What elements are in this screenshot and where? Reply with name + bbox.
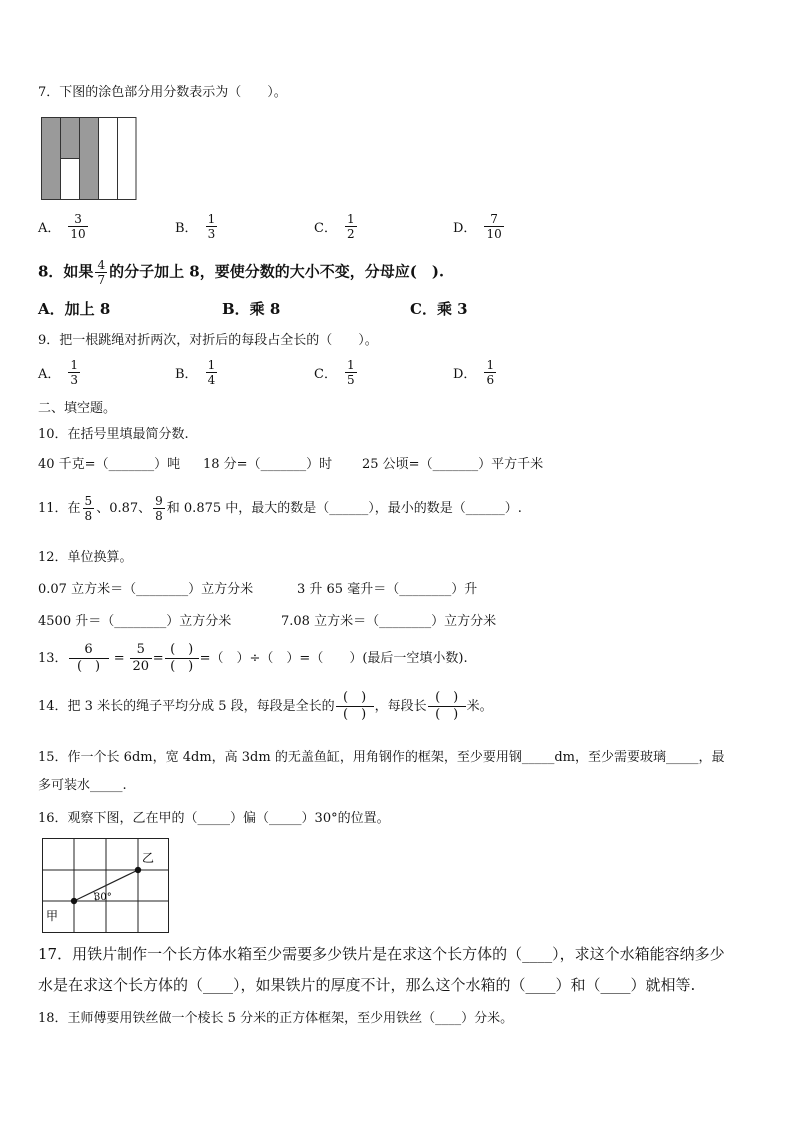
fraction[interactable]: $\frac{( )}{( )}$ <box>428 690 466 723</box>
point-yi <box>135 867 141 873</box>
q10-text: 10．在括号里填最简分数. <box>38 427 189 442</box>
q10-blank-3[interactable]: 25 公顷=（_______）平方千米 <box>362 457 544 472</box>
q15-line-1[interactable]: 15．作一个长 6dm，宽 4dm，高 3dm 的无盖鱼缸，用角钢作的框架，至少要用钢_____dm，至少需要玻璃_____，最 <box>38 750 725 765</box>
fraction: $\frac{3}{10}$ <box>70 212 86 241</box>
fraction[interactable]: $\frac{( )}{( )}$ <box>165 642 199 675</box>
q7-option-b[interactable]: B． $\frac{1}{3}$ <box>175 212 216 241</box>
q9-option-a[interactable]: A． $\frac{1}{3}$ <box>38 358 79 387</box>
fraction: $\frac{1}{4}$ <box>207 358 216 387</box>
q9-option-d[interactable]: D． $\frac{1}{6}$ <box>453 358 495 387</box>
q12-blank-2[interactable]: 3 升 65 毫升＝（________）升 <box>297 582 478 597</box>
q7-option-a[interactable]: A． $\frac{3}{10}$ <box>38 212 86 241</box>
q15-line-2[interactable]: 多可装水_____. <box>38 778 127 793</box>
q8-text: 8．如果 $\frac{4}{7}$ 的分子加上 8，要使分数的大小不变，分母应( ). <box>38 258 445 287</box>
q7-text: 7．下图的涂色部分用分数表示为（ ）。 <box>38 85 287 100</box>
q8-option-a[interactable]: A．加上 8 <box>38 300 111 318</box>
q7-option-d[interactable]: D． $\frac{7}{10}$ <box>453 212 502 241</box>
fraction: $\frac{5}{8}$ <box>84 494 93 523</box>
q12-blank-3[interactable]: 4500 升＝（________）立方分米 <box>38 614 232 629</box>
fraction: $\frac{7}{10}$ <box>486 212 502 241</box>
fraction: $\frac{1}{2}$ <box>346 212 355 241</box>
q8-option-b[interactable]: B．乘 8 <box>222 300 281 318</box>
q7-shaded-figure <box>41 117 137 200</box>
fraction: $\frac{9}{8}$ <box>155 494 163 523</box>
q17-line-1[interactable]: 17．用铁片制作一个长方体水箱至少需要多少铁片是在求这个长方体的（____），求这个水箱能容纳多少 <box>38 945 725 963</box>
fraction: $\frac{1}{3}$ <box>207 212 216 241</box>
q13-text: 13． $\frac{6}{( )}$ = $\frac{5}{20}$ = $\frac{( )}{( )}$ =（ ）÷（ ）=（ ）(最后一空填小数). <box>38 642 468 674</box>
fraction: $\frac{5}{20}$ <box>130 642 152 675</box>
q10-blank-1[interactable]: 40 千克=（_______）吨 <box>38 457 181 472</box>
fraction: $\frac{1}{6}$ <box>486 358 495 387</box>
q18-text[interactable]: 18．王师傅要用铁丝做一个棱长 5 分米的正方体框架，至少用铁丝（____）分米。 <box>38 1011 514 1026</box>
q9-text: 9．把一根跳绳对折两次，对折后的每段占全长的（ ）。 <box>38 333 378 348</box>
q16-text[interactable]: 16．观察下图，乙在甲的（_____）偏（_____）30°的位置。 <box>38 811 390 826</box>
label-yi: 乙 <box>142 851 155 865</box>
label-jia: 甲 <box>46 909 59 923</box>
fraction[interactable]: $\frac{6}{( )}$ <box>69 642 109 675</box>
q8-option-c[interactable]: C．乘 3 <box>410 300 468 318</box>
q9-option-b[interactable]: B． $\frac{1}{4}$ <box>175 358 216 387</box>
q12-blank-4[interactable]: 7.08 立方米＝（________）立方分米 <box>281 614 497 629</box>
section-2-heading: 二、填空题。 <box>38 401 117 416</box>
q16-direction-grid <box>42 838 170 934</box>
q11-text: 11．在 $\frac{5}{8}$ 、0.87、 $\frac{9}{8}$ 和 0.875 中，最大的数是（______），最小的数是（______）. <box>38 494 522 523</box>
label-angle: 30° <box>94 892 112 903</box>
fraction: $\frac{4}{7}$ <box>97 258 106 287</box>
q17-line-2[interactable]: 水是在求这个长方体的（____），如果铁片的厚度不计，那么这个水箱的（____）和（____）就相等. <box>38 976 696 994</box>
q7-option-c[interactable]: C． $\frac{1}{2}$ <box>314 212 355 241</box>
fraction: $\frac{1}{3}$ <box>70 358 79 387</box>
q12-blank-1[interactable]: 0.07 立方米＝（________）立方分米 <box>38 582 254 597</box>
q12-text: 12．单位换算。 <box>38 550 133 565</box>
fraction: $\frac{1}{5}$ <box>346 358 355 387</box>
q10-blank-2[interactable]: 18 分=（_______）时 <box>203 457 333 472</box>
fraction[interactable]: $\frac{( )}{( )}$ <box>336 690 374 723</box>
q9-option-c[interactable]: C． $\frac{1}{5}$ <box>314 358 355 387</box>
point-jia <box>71 898 77 904</box>
q14-text: 14．把 3 米长的绳子平均分成 5 段，每段是全长的 $\frac{( )}{( )}$ ，每段长 $\frac{( )}{( )}$ 米。 <box>38 690 493 722</box>
